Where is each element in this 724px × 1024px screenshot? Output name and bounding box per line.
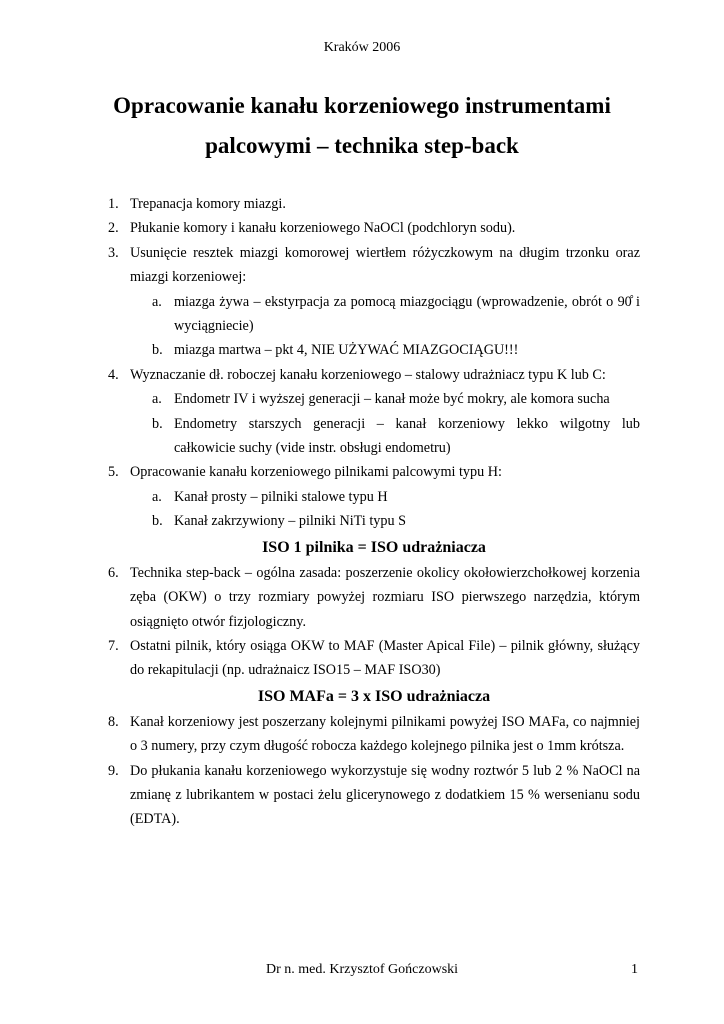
iso-rule-heading: ISO 1 pilnika = ISO udrażniacza xyxy=(262,538,486,556)
sub-text: Kanał prosty – pilniki stalowe typu H xyxy=(174,488,388,505)
list-number: 6. xyxy=(108,564,119,581)
list-item-9 xyxy=(108,759,640,832)
sub-text: miazga martwa – pkt 4, NIE UŻYWAĆ MIAZGOCIĄGU!!! xyxy=(174,342,519,359)
footer-author: Dr n. med. Krzysztof Gończowski xyxy=(265,962,459,977)
page-number: 1 xyxy=(631,962,638,977)
list-item-2 xyxy=(108,216,640,240)
document-header: Kraków 2006 xyxy=(323,40,401,55)
sub-text: Endometry starszych generacji – kanał korzeniowy lekko wilgotny lub całkowicie suchy (vide instr. obsługi endometru) xyxy=(174,415,640,457)
sub-text: Endometr IV i wyższej generacji – kanał może być mokry, ale komora sucha xyxy=(174,391,610,408)
list-text: Trepanacja komory miazgi. xyxy=(130,196,286,212)
list-item-3 xyxy=(108,241,640,290)
list-number: 9. xyxy=(108,762,119,779)
list-text: Usunięcie resztek miazgi komorowej wiertłem różyczkowym na długim trzonku oraz miazgi korzeniowej: xyxy=(130,244,640,286)
list-number: 8. xyxy=(108,713,119,730)
list-text: Ostatni pilnik, który osiąga OKW to MAF (Master Apical File) – pilnik główny, służący do rekapitulacji (np. udrażnaicz ISO15 – MAF ISO30) xyxy=(130,637,640,679)
sub-item-3a xyxy=(108,290,640,339)
list-text: Wyznaczanie dł. roboczej kanału korzeniowego – stalowy udrażniacz typu K lub C: xyxy=(130,366,606,383)
sub-item-4a xyxy=(108,387,640,411)
sub-letter: a. xyxy=(152,488,162,505)
sub-item-5b xyxy=(108,509,640,533)
list-item-8 xyxy=(108,710,640,759)
title-line-1: Opracowanie kanału korzeniowego instrumentami xyxy=(113,93,611,118)
sub-item-4b xyxy=(108,412,640,461)
list-text: Do płukania kanału korzeniowego wykorzystuje się wodny roztwór 5 lub 2 % NaOCl na zmianę z lubrikantem w postaci żelu glicerynowego z dodatkiem 15 % wersenianu sodu (EDTA). xyxy=(130,762,640,828)
list-item-7 xyxy=(108,634,640,683)
list-item-6 xyxy=(108,561,640,634)
sub-letter: a. xyxy=(152,391,162,408)
sub-item-5a xyxy=(108,485,640,509)
list-number: 1. xyxy=(108,196,119,212)
title-line-2: palcowymi – technika step-back xyxy=(205,133,519,158)
sub-letter: b. xyxy=(152,415,163,432)
sub-letter: b. xyxy=(152,342,163,359)
list-item-1 xyxy=(108,192,640,216)
sub-text: miazga żywa – ekstyrpacja za pomocą miazgociągu (wprowadzenie, obrót o 90̊ i wyciągniecie) xyxy=(174,293,640,335)
list-text: Kanał korzeniowy jest poszerzany kolejnymi pilnikami powyżej ISO MAFa, co najmniej o 3 numery, przy czym długość robocza każdego kolejnego pilnika jest o 1mm krótsza. xyxy=(130,713,640,755)
list-item-4 xyxy=(108,363,640,387)
sub-item-3b xyxy=(108,338,640,362)
list-number: 7. xyxy=(108,637,119,654)
list-number: 5. xyxy=(108,464,119,481)
list-text: Płukanie komory i kanału korzeniowego NaOCl (podchloryn sodu). xyxy=(130,220,516,237)
sub-letter: a. xyxy=(152,293,162,310)
list-item-5 xyxy=(108,460,640,484)
maf-rule-heading: ISO MAFa = 3 x ISO udrażniacza xyxy=(257,687,491,705)
list-text: Opracowanie kanału korzeniowego pilnikami palcowymi typu H: xyxy=(130,464,502,481)
sub-letter: b. xyxy=(152,513,163,530)
procedure-list xyxy=(108,192,640,832)
document-title xyxy=(80,86,644,166)
sub-text: Kanał zakrzywiony – pilniki NiTi typu S xyxy=(174,513,406,530)
list-text: Technika step-back – ogólna zasada: poszerzenie okolicy okołowierzchołkowej korzenia zęba (OKW) o trzy rozmiary powyżej rozmiaru ISO pierwszego narzędzia, którym osiągnięto otwór fizjologiczny. xyxy=(130,564,640,630)
list-number: 2. xyxy=(108,220,119,237)
list-number: 4. xyxy=(108,366,119,383)
list-number: 3. xyxy=(108,244,119,261)
